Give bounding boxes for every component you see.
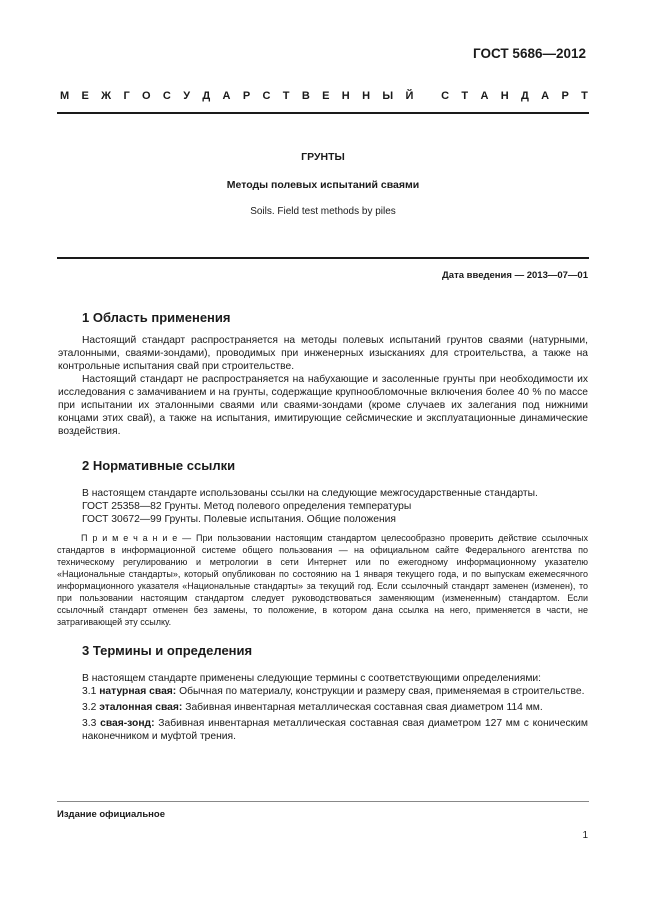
banner-letter: Е: [81, 90, 89, 102]
document-subtitle: Методы полевых испытаний сваями: [226, 179, 420, 191]
standard-code: ГОСТ 5686—2012: [473, 46, 586, 61]
section2-heading: 2 Нормативные ссылки: [82, 458, 236, 473]
term-2-term: эталонная свая:: [99, 702, 183, 713]
term-1-number: 3.1: [82, 686, 97, 697]
document-english-title: Soils. Field test methods by piles: [250, 206, 396, 217]
term-1-definition: Обычная по материалу, конструкции и размеру свая, применяемая в строительстве.: [179, 686, 585, 697]
note-text: При пользовании настоящим стандартом целесообразно проверить действие ссылочных стандартов в информационной системе общего пользования — на официальном сайте Федерального агентства по техническому регулированию и метрологии в сети Интернет или по ежегодному информационному указателю «Национальные стандарты», который опубликован по состоянию на 1 января текущего года, и по выпускам ежемесячного информационного указателя «Национальные стандарты» за текущий год. Если ссылочный стандарт заменен (изменен), то при пользовании настоящим стандартом следует руководствоваться заменяющим (измененным) стандартом. Если ссылочный стандарт отменен без замены, то положение, в котором дана ссылка на него, применяется в части, не затрагивающей эту ссылку.: [57, 533, 588, 627]
banner-letter: А: [541, 90, 550, 102]
banner-letter: Ы: [382, 90, 394, 102]
banner-letter: Р: [242, 90, 251, 102]
section1-p1: Настоящий стандарт распространяется на методы полевых испытаний грунтов сваями (натурными, эталонными, сваями-зондами), проводимых при инженерных изысканиях для строительства, а также на контрольные испытания свай при строительстве.: [58, 335, 588, 372]
banner-letter: Г: [123, 90, 130, 102]
banner-letter: С: [441, 90, 450, 102]
term-1: [82, 685, 588, 698]
section3-intro: В настоящем стандарте применены следующие термины с соответствующими определениями:: [82, 673, 542, 684]
banner-letter: Е: [322, 90, 330, 102]
section2-ref2: ГОСТ 30672—99 Грунты. Полевые испытания. Общие положения: [82, 514, 396, 525]
term-3-number: 3.3: [82, 718, 97, 729]
title-divider: [57, 257, 589, 259]
section1-p2: Настоящий стандарт не распространяется на набухающие и засоленные грунты при необходимости их исследования с замачиванием и на грунты, содержащие крупнообломочные включения более 40 % по массе при испытании их эталонными сваями или сваями-зондами (кроме случаев их залегания под нижними концами этих свай), а также на испытания, имитирующие сейсмические и эксплуатационные динамические воздействия.: [58, 374, 588, 437]
banner-letter: С: [162, 90, 171, 102]
term-3: [82, 717, 588, 743]
section3-body: [82, 672, 588, 743]
effective-date: [442, 270, 588, 281]
banner-letter: С: [262, 90, 271, 102]
banner-letter: У: [183, 90, 191, 102]
banner-letter: М: [60, 90, 70, 102]
official-edition-label: Издание официальное: [57, 809, 165, 820]
banner-letter: А: [222, 90, 231, 102]
note-label: П р и м е ч а н и е —: [81, 533, 192, 543]
banner-letter: В: [301, 90, 310, 102]
banner-letter: Н: [341, 90, 350, 102]
section1-body: [58, 334, 588, 438]
effective-date-value: — 2013—07—01: [514, 270, 588, 281]
term-2-number: 3.2: [82, 702, 97, 713]
section3-heading: 3 Термины и определения: [82, 643, 253, 658]
banner-letter: А: [480, 90, 489, 102]
banner-letter: Д: [521, 90, 529, 102]
term-2-definition: Забивная инвентарная металлическая составная свая диаметром 114 мм.: [185, 702, 543, 713]
banner-letter: Т: [461, 90, 469, 102]
header-divider: [57, 112, 589, 114]
standard-banner: [60, 90, 588, 102]
banner-letter: О: [142, 90, 151, 102]
banner-letter: Н: [362, 90, 371, 102]
section2-body: [82, 487, 588, 526]
banner-letter: Й: [405, 90, 414, 102]
term-2: [82, 701, 588, 714]
banner-letter: Т: [581, 90, 588, 102]
section2-intro: В настоящем стандарте использованы ссылки на следующие межгосударственные стандарты.: [82, 488, 538, 499]
banner-letter: Т: [282, 90, 290, 102]
document-title: ГРУНТЫ: [301, 151, 345, 163]
term-1-term: натурная свая:: [99, 686, 177, 697]
section2-note: [57, 532, 588, 628]
term-3-term: свая-зонд:: [100, 718, 155, 729]
section2-ref1: ГОСТ 25358—82 Грунты. Метод полевого определения температуры: [82, 501, 412, 512]
footer-divider: [57, 801, 589, 802]
banner-letter: Ж: [101, 90, 112, 102]
banner-letter: Д: [202, 90, 211, 102]
banner-gap: [426, 90, 429, 102]
banner-letter: Р: [561, 90, 569, 102]
page-number: 1: [582, 830, 588, 841]
term-3-definition: Забивная инвентарная металлическая составная свая диаметром 127 мм с коническим наконечником и муфтой трения.: [82, 718, 588, 742]
section1-heading: 1 Область применения: [82, 310, 231, 325]
banner-letter: Н: [500, 90, 509, 102]
effective-date-label: Дата введения: [442, 270, 512, 281]
